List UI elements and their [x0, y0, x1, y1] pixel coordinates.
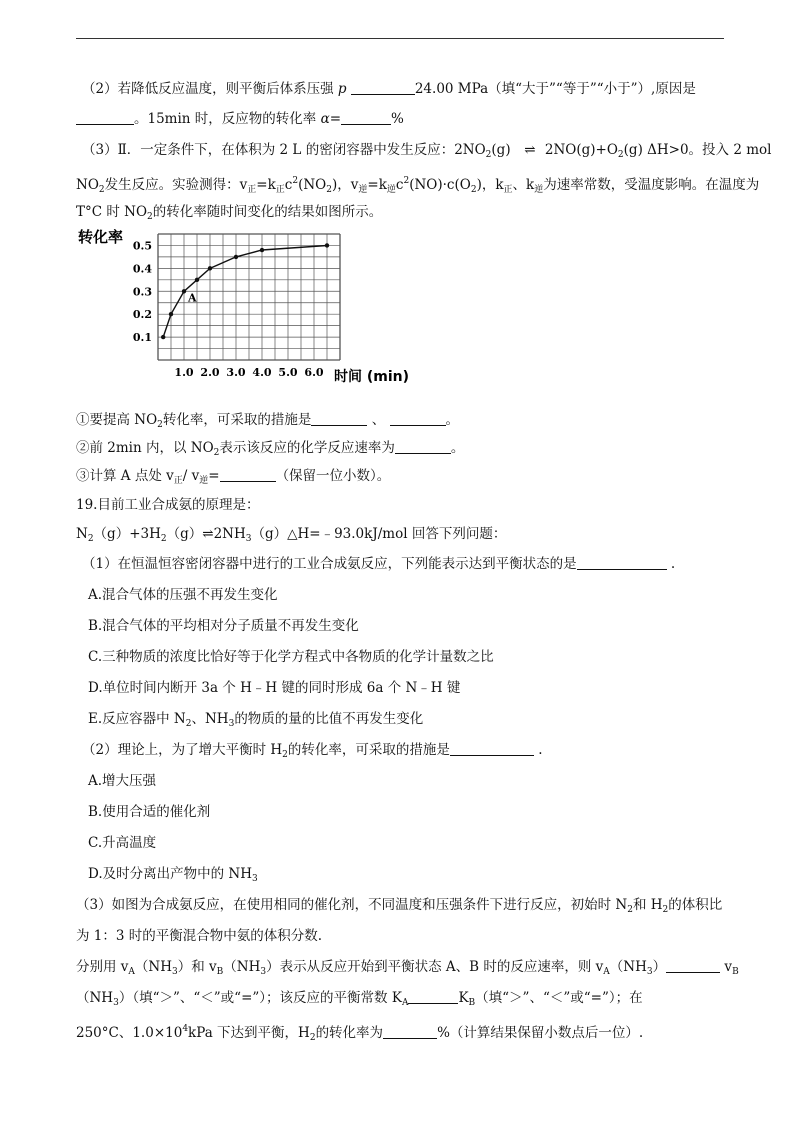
answer-blank[interactable]	[450, 741, 534, 756]
annotation-A: A	[188, 291, 197, 305]
q18-part3-line3: T°C 时 $NO_2$的转化率随时间变化的结果如图所示。	[76, 204, 383, 222]
answer-blank[interactable]	[341, 110, 391, 125]
q18-part2-line1: （2）若降低反应温度，则平衡后体系压强 p 24.00 MPa（填“大于”“等于”“小于”）,原因是	[82, 81, 696, 97]
data-point	[161, 335, 165, 339]
x-tick-label: 1.0	[174, 366, 194, 379]
q19-equation: $N_2(g)+3H_2(g)\rightleftharpoons 2NH_3(g)\triangle H=﹣93.0kJ$/mol 回答下列问题：	[76, 526, 507, 544]
option-E: E.反应容器中 $N_2$、$NH_3$的物质的量的比值不再发生变化	[88, 711, 424, 729]
chart-xticks	[174, 366, 323, 379]
chart-yticks	[133, 239, 152, 344]
q19-part3-line1: （3）如图为合成氨反应，在使用相同的催化剂，不同温度和压强条件下进行反应，初始时 $N_2$和 $H_2$的体积比	[76, 897, 723, 915]
x-tick-label: 5.0	[278, 366, 298, 379]
option-B: B.混合气体的平均相对分子质量不再发生变化	[88, 618, 359, 634]
option-D: D.单位时间内断开 3a 个 H﹣H 键的同时形成 6a 个 N﹣H 键	[88, 680, 461, 696]
q18-part3-line2: $NO_2$发生反应。实验测得：$v_正=k_正c^2(NO_2)$，$v_逆=k_逆c^2(NO)\cdot c(O_2)$，$k_正$、$k_逆$为速率常数，受温度影响。在温度为	[76, 176, 760, 195]
q18-part2-line2: 。15min 时，反应物的转化率 α= %	[76, 110, 404, 128]
data-point	[169, 312, 173, 316]
q19-part2: （2）理论上，为了增大平衡时 $H_2$的转化率，可采取的措施是 .	[82, 742, 543, 760]
data-point	[182, 289, 186, 293]
option2-A: A.增大压强	[88, 773, 157, 789]
q18-part3-line1: （3）Ⅱ．一定条件下，在体积为 2 L 的密闭容器中发生反应：$2NO_2(g)$ ⇌ $2NO(g)+O_2(g)$ ΔH>0。投入 2 mol	[82, 142, 772, 160]
q19-title: 19.目前工业合成氨的原理是：	[76, 497, 260, 513]
q19-part3-line5: 250°C、$1.0\times 10^4kPa$ 下达到平衡，$H_2$的转化率为 %（计算结果保留小数点后一位）.	[76, 1024, 644, 1043]
option2-D: D.及时分离出产物中的 $NH_3$	[88, 866, 258, 884]
q19-part3-line3: 分别用 $v_A(NH_3)$和 $v_B(NH_3)$表示从反应开始到平衡状态 A、B 时的反应速率，则 $v_A(NH_3)$ $v_B$	[76, 959, 739, 977]
y-tick-label: 0.2	[132, 308, 152, 322]
x-tick-label: 2.0	[200, 366, 220, 379]
data-point	[234, 255, 238, 259]
subq-3: ③计算 A 点处 $v_正/$ $v_逆=$ （保留一位小数）。	[76, 468, 391, 486]
subq-1: ①要提高 $NO_2$转化率，可采取的措施是 、 。	[76, 412, 459, 430]
answer-blank[interactable]	[220, 467, 276, 482]
q19-part3-line2: 为 1：3 时的平衡混合物中氨的体积分数.	[76, 928, 323, 944]
x-tick-label: 4.0	[252, 366, 272, 379]
x-tick-label: 6.0	[304, 366, 324, 379]
q19-part1: （1）在恒温恒容密闭容器中进行的工业合成氨反应，下列能表示达到平衡状态的是 .	[82, 556, 676, 572]
answer-blank[interactable]	[76, 110, 134, 125]
data-point	[260, 248, 264, 252]
y-tick-label: 0.3	[132, 285, 152, 299]
equilibrium-arrow-icon: ⇌	[524, 142, 536, 158]
chart-ylabel: 转化率	[78, 228, 124, 246]
chart-xlabel: 时间 (min)	[334, 369, 410, 385]
subq-2: ②前 2min 内，以 $NO_2$表示该反应的化学反应速率为 。	[76, 440, 465, 458]
data-point	[208, 266, 212, 270]
answer-blank[interactable]	[408, 989, 458, 1004]
data-point	[325, 243, 329, 247]
y-tick-label: 0.5	[132, 239, 152, 253]
option-A: A.混合气体的压强不再发生变化	[88, 587, 278, 603]
answer-blank[interactable]	[311, 411, 367, 426]
q19-part3-line4: $(NH_3)$（填“＞”、“＜”或“=”）；该反应的平衡常数 $K_A$ $K_B$（填“＞”、“＜”或“=”）；在	[76, 990, 643, 1008]
answer-blank[interactable]	[577, 555, 667, 570]
y-tick-label: 0.1	[132, 331, 152, 345]
data-point	[195, 278, 199, 282]
conversion-chart	[76, 226, 416, 386]
option-C: C.三种物质的浓度比恰好等于化学方程式中各物质的化学计量数之比	[88, 649, 494, 665]
y-tick-label: 0.4	[132, 262, 152, 276]
header-rule	[76, 38, 724, 39]
answer-blank[interactable]	[390, 411, 446, 426]
option2-B: B.使用合适的催化剂	[88, 804, 211, 820]
answer-blank[interactable]	[383, 1024, 437, 1039]
x-tick-label: 3.0	[226, 366, 246, 379]
option2-C: C.升高温度	[88, 835, 157, 851]
answer-blank[interactable]	[666, 958, 720, 973]
answer-blank[interactable]	[351, 80, 415, 95]
answer-blank[interactable]	[395, 439, 451, 454]
